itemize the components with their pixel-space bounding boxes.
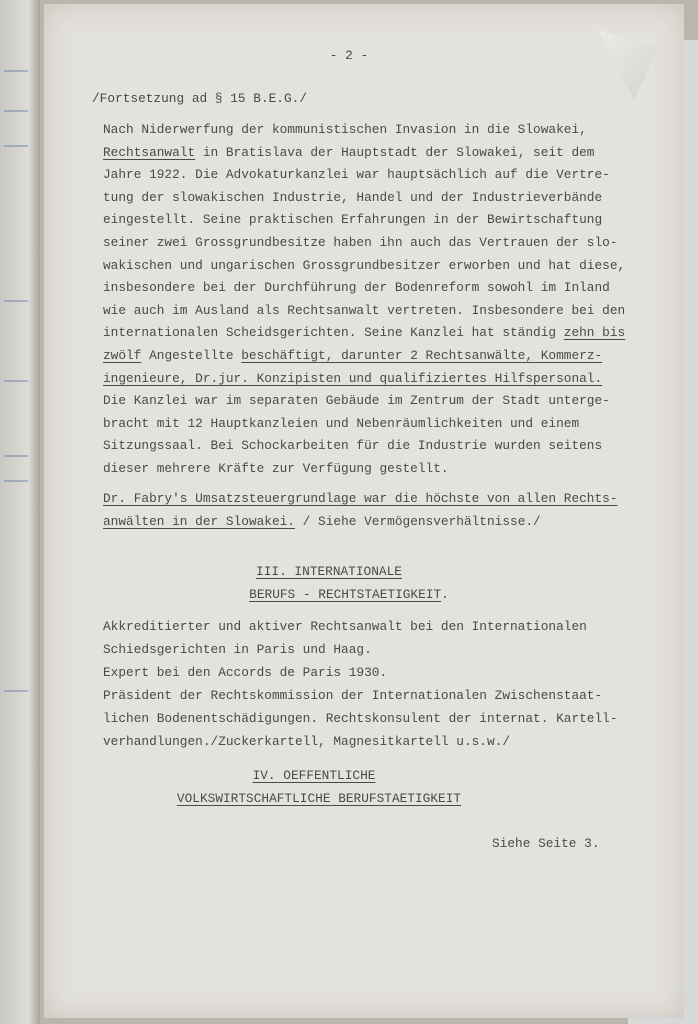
text-line — [103, 235, 618, 250]
text-line — [103, 665, 387, 680]
underlined-text: zwölf — [103, 348, 142, 363]
text-segment: verhandlungen./Zuckerkartell, Magnesitkartell u.s.w./ — [103, 734, 511, 749]
text-line — [103, 303, 625, 318]
text-segment: in Bratislava der Hauptstadt der Slowakei, seit dem — [195, 144, 595, 160]
text-line — [103, 734, 510, 749]
text-segment: tung der slowakischen Industrie, Handel und der Industrieverbände — [103, 189, 603, 205]
text-segment: eingestellt. Seine praktischen Erfahrungen in der Bewirtschaftung — [103, 212, 603, 228]
section-3-title-b: BERUFS - RECHTSTAETIGKEIT — [249, 587, 442, 602]
section-4-title-line-1 — [0, 768, 663, 783]
text-line — [103, 122, 587, 137]
section-4-title-line-2 — [0, 791, 668, 806]
section-3-title-a: III. INTERNATIONALE — [256, 564, 402, 579]
text-line — [103, 190, 602, 205]
footer-reference: Siehe Seite 3. — [492, 836, 600, 851]
text-line — [103, 514, 541, 529]
heading: /Fortsetzung ad § 15 B.E.G./ — [92, 91, 308, 106]
text-line — [103, 212, 602, 227]
text-segment: insbesondere bei der Durchführung der Bodenreform sowohl im Inland — [103, 280, 610, 296]
section-4-title-a: IV. OEFFENTLICHE — [252, 768, 376, 783]
text-segment: wie auch im Ausland als Rechtsanwalt vertreten. Insbesondere bei den — [103, 302, 626, 318]
underlined-text: Rechtsanwalt — [103, 144, 196, 160]
text-segment: bracht mit 12 Hauptkanzleien und Nebenräumlichkeiten und einem — [103, 415, 580, 431]
text-line — [103, 491, 618, 506]
adjacent-page-edge — [0, 0, 40, 1024]
text-segment: Sitzungssaal. Bei Schockarbeiten für die Industrie wurden seitens — [103, 438, 603, 454]
text-line — [103, 461, 449, 476]
text-line — [103, 711, 618, 726]
text-segment: Jahre 1922. Die Advokaturkanzlei war hauptsächlich auf die Vertre- — [103, 167, 610, 183]
text-segment: internationalen Scheidsgerichten. Seine Kanzlei hat ständig — [103, 325, 564, 341]
page-number: - 2 - — [329, 48, 369, 63]
underlined-text: zehn bis — [563, 325, 626, 341]
text-segment: / Siehe Vermögensverhältnisse./ — [295, 514, 541, 529]
text-segment: dieser mehrere Kräfte zur Verfügung gestellt. — [103, 461, 449, 476]
section-3-trail: . — [441, 587, 449, 602]
text-line — [103, 371, 602, 386]
text-line — [103, 642, 372, 657]
text-segment: Nach Niderwerfung der kommunistischen Invasion in die Slowakei, — [103, 122, 587, 137]
text-segment: Die Kanzlei war im separaten Gebäude im Zentrum der Stadt unterge- — [103, 393, 610, 409]
section-3-title-line-1 — [0, 564, 678, 579]
underlined-text: Dr. Fabry's Umsatzsteuergrundlage war die höchste von allen Rechts- — [103, 491, 618, 506]
text-line — [103, 167, 610, 182]
text-line — [103, 416, 579, 431]
text-segment: Schiedsgerichten in Paris und Haag. — [103, 642, 372, 657]
text-segment: lichen Bodenentschädigungen. Rechtskonsulent der internat. Kartell- — [103, 711, 618, 726]
text-segment: Expert bei den Accords de Paris 1930. — [103, 665, 388, 680]
underlined-text: beschäftigt, darunter 2 Rechtsanwälte, Kommerz- — [241, 348, 603, 363]
text-line — [103, 145, 594, 160]
text-line — [103, 688, 602, 703]
text-line — [103, 258, 625, 273]
text-segment: wakischen und ungarischen Grossgrundbesitzer erworben und hat diese, — [103, 257, 626, 273]
section-3-title-line-2 — [0, 587, 698, 602]
text-segment: Akkreditierter und aktiver Rechtsanwalt bei den Internationalen — [103, 619, 587, 634]
text-segment: Präsident der Rechtskommission der Internationalen Zwischenstaat- — [103, 688, 603, 703]
section-4-title-b: VOLKSWIRTSCHAFTLICHE BERUFSTAETIGKEIT — [176, 791, 462, 806]
underlined-text: ingenieure, Dr.jur. Konzipisten und qualifiziertes Hilfspersonal. — [103, 370, 603, 386]
underlined-text: anwälten in der Slowakei. — [103, 514, 295, 529]
text-line — [103, 325, 625, 340]
text-segment: seiner zwei Grossgrundbesitze haben ihn auch das Vertrauen der slo- — [103, 235, 618, 250]
text-line — [103, 280, 610, 295]
text-line — [103, 348, 602, 363]
text-line — [103, 619, 587, 634]
text-line — [103, 393, 610, 408]
text-segment: Angestellte — [141, 348, 242, 363]
text-line — [103, 438, 602, 453]
